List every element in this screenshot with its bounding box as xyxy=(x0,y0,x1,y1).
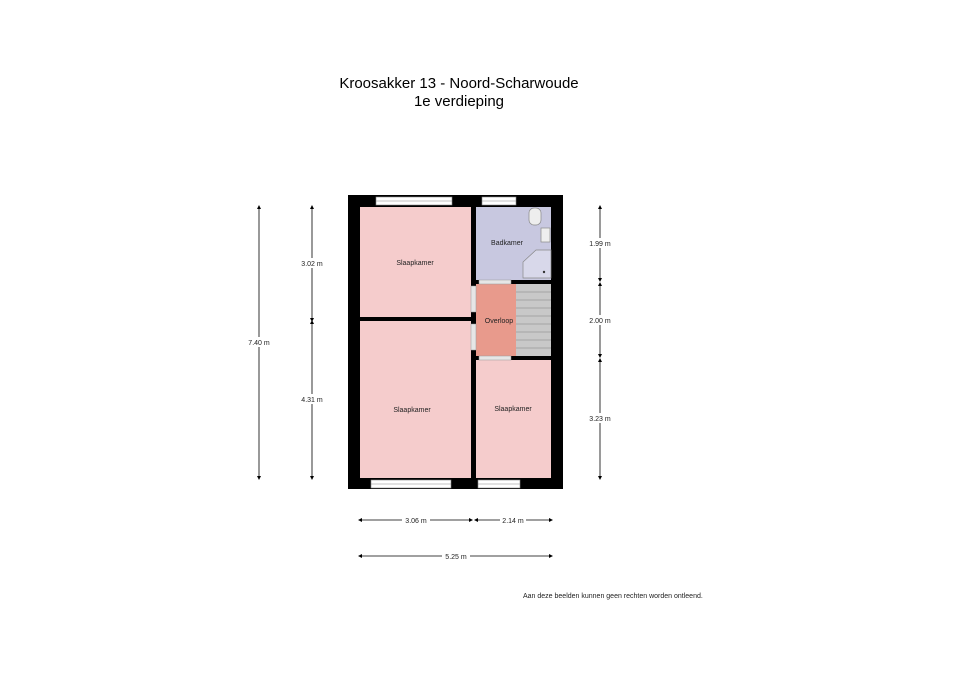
plan-title: Kroosakker 13 - Noord-Scharwoude xyxy=(339,75,579,92)
door-slaapkamer-bottom-right xyxy=(479,356,511,360)
room-slaapkamer-bottom-left xyxy=(360,321,471,478)
dim-right-bottom: 3.23 m xyxy=(589,416,611,423)
dim-total-height: 7.40 m xyxy=(248,340,270,347)
dim-left-top: 3.02 m xyxy=(301,261,323,268)
door-slaapkamer-top xyxy=(471,286,476,312)
room-slaapkamer-bottom-right xyxy=(476,360,551,478)
dim-width-right: 2.14 m xyxy=(502,518,524,525)
dim-total-width: 5.25 m xyxy=(445,554,467,561)
dim-left-bottom: 4.31 m xyxy=(301,397,323,404)
disclaimer: Aan deze beelden kunnen geen rechten worden ontleend. xyxy=(523,593,703,600)
stairs xyxy=(516,284,551,356)
toilet-icon xyxy=(529,208,541,225)
label-overloop: Overloop xyxy=(484,318,514,325)
dim-right-mid: 2.00 m xyxy=(589,318,611,325)
floor-subtitle: 1e verdieping xyxy=(413,93,505,110)
label-slaapkamer-top: Slaapkamer xyxy=(396,260,434,267)
dim-width-left: 3.06 m xyxy=(405,518,427,525)
label-slaapkamer-bottom-right: Slaapkamer xyxy=(494,406,532,413)
label-badkamer: Badkamer xyxy=(491,240,523,247)
door-badkamer xyxy=(479,280,511,284)
sink-icon xyxy=(541,228,550,242)
label-slaapkamer-bottom-left: Slaapkamer xyxy=(393,407,431,414)
door-slaapkamer-bottom-left xyxy=(471,324,476,350)
dim-right-top: 1.99 m xyxy=(589,241,611,248)
